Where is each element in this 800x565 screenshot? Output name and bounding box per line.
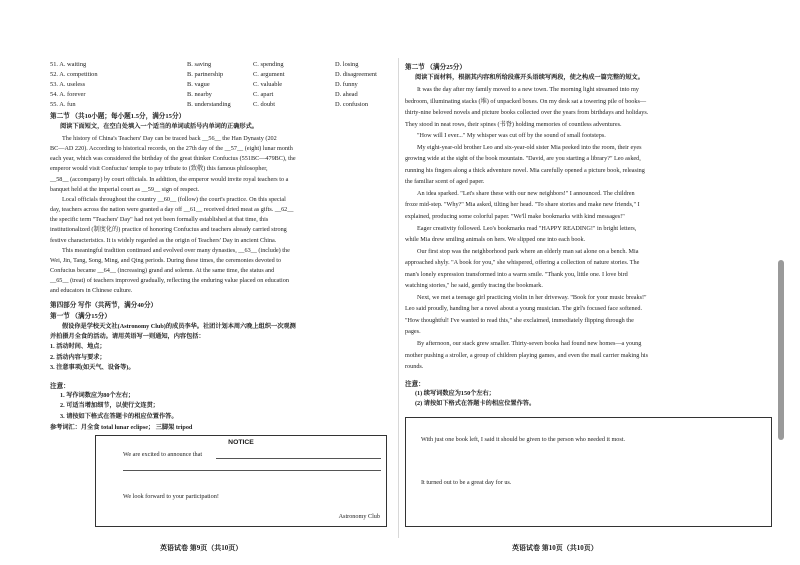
notice-signature: Astronomy Club <box>338 513 380 520</box>
text-line: Eager creativity followed. Leo's bookmarks read "HAPPY READING!" in bright letters, <box>417 224 637 232</box>
text-line: Leo said proudly, handing her a novel about a young musician. The girl's focused face softened. <box>405 305 643 313</box>
option-cell: B. saving <box>187 61 212 68</box>
text-line: 1. 写作词数应为80个左右； <box>60 392 135 399</box>
text-line: (2) 请按如下格式在答题卡的相应位置作答。 <box>415 400 536 408</box>
continuation-header: 第二节 （满分25分） <box>405 64 466 71</box>
section2-header: 第二节 （共10小题；每小题1.5分，满分15分） <box>50 113 186 120</box>
text-line: It was the day after my family moved to a new town. The morning light streamed into my <box>417 86 639 93</box>
right-notes-title: 注意： <box>405 381 425 388</box>
answer-line <box>123 470 381 471</box>
option-row <box>50 71 390 81</box>
text-line: rounds. <box>405 363 424 371</box>
box-opening-line-1: With just one book left, I said it should be given to the person who needed it most. <box>421 436 626 443</box>
text-line: The history of China's Teachers' Day can be traced back __56__ the Han Dynasty (202 <box>62 135 277 142</box>
text-line: explained, producing some colorful paper. "We'll make bookmarks with kind messages!" <box>405 213 625 221</box>
option-cell: D. confusion <box>335 101 369 108</box>
text-line: __65__ (treat) of teachers improved gradually, reflecting the enduring value placed on education <box>50 277 289 285</box>
text-line: the familiar scent of aged paper. <box>405 178 485 186</box>
text-line: Next, we met a teenage girl practicing violin in her driveway. "Book for your music breaks!" <box>417 293 647 301</box>
text-line: 2. 可适当增加细节，以使行文连贯； <box>60 402 159 410</box>
text-line: 3. 注意事项(如天气、设备等)。 <box>50 363 135 371</box>
text-line: Local officials throughout the country __60__ (follow) the court's practice. On this special <box>62 195 286 203</box>
text-line: running his fingers along a thick adventure novel. Mia carefully opened a picture book, releasing <box>405 166 645 174</box>
option-cell: C. valuable <box>253 81 283 88</box>
text-line: banquet held at the imperial court as __59__ sign of respect. <box>50 185 200 193</box>
text-line: 3. 请按如下格式在答题卡的相应位置作答。 <box>60 412 178 420</box>
option-cell: D. disagreement <box>335 71 377 78</box>
text-line: Our first stop was the neighborhood park where an elderly man sat alone on a bench. Mia <box>417 247 639 255</box>
option-row <box>50 91 390 101</box>
text-line: emperor would visit Confucius' temple to pay tribute to (致敬) this famous philosopher, <box>50 165 268 173</box>
text-line: This meaningful tradition continued and evolved over many dynasties, __63__ (include) the <box>62 246 290 254</box>
text-line: froze mid-step. "Why?" Mia asked, tilting her head. "To share stories and make new friends," I <box>405 201 640 209</box>
text-line: Wei, Jin, Tang, Song, Ming, and Qing periods. During these times, the ceremonies devoted to <box>50 256 282 264</box>
notice-closing-line: We look forward to your participation! <box>123 493 219 500</box>
vocabulary-hint: 参考词汇：月全食 total lunar eclipse； 三脚架 tripod <box>50 424 193 431</box>
option-cell: C. argument <box>253 71 285 78</box>
option-cell: B. vague <box>187 81 210 88</box>
option-cell: D. losing <box>335 61 359 68</box>
option-cell: B. partnership <box>187 71 224 78</box>
text-line: "How thoughtful! I've wanted to read this," she exclaimed, immediately flipping through the <box>405 316 634 324</box>
part4-header: 第四部分 写作（共两节，满分40分） <box>50 302 158 309</box>
page-divider <box>398 58 399 538</box>
text-line: 1. 活动时间、地点； <box>50 343 106 351</box>
option-cell: D. ahead <box>335 91 358 98</box>
story-passage <box>405 84 770 373</box>
text-line: An idea sparked. "Let's share these with our new neighbors!" I announced. The children <box>417 189 635 197</box>
option-cell: C. apart <box>253 91 274 98</box>
option-cell: D. funny <box>335 81 358 88</box>
option-cell: C. spending <box>253 61 284 68</box>
notice-title: NOTICE <box>228 439 254 446</box>
notes-title: 注意： <box>50 383 70 390</box>
text-line: while Mia drew smiling animals on hers. We slipped one into each book. <box>405 236 586 244</box>
continuation-notes <box>415 389 535 410</box>
text-line: man's lonely expression transformed into a warm smile. "Thank you, little one. I love bird <box>405 270 628 278</box>
text-line: "How will I ever..." My whisper was cut off by the sound of small footsteps. <box>417 132 606 140</box>
option-cell: 52. A. competition <box>50 71 98 78</box>
text-line: My eight-year-old brother Leo and six-year-old sister Mia peeked into the room, their eyes <box>417 143 642 151</box>
answer-line <box>216 458 381 459</box>
box-opening-line-2: It turned out to be a great day for us. <box>421 479 512 486</box>
grammar-passage <box>50 134 390 297</box>
text-line: 并拍摄月全食的活动。请用英语写一则通知，内容包括： <box>50 333 205 341</box>
text-line: institutionalized (制度化的) practice of honoring Confucius and teachers already carried strong <box>50 226 287 234</box>
notice-answer-box <box>95 435 387 527</box>
text-line: pages. <box>405 328 421 336</box>
right-page <box>400 0 800 565</box>
text-line: day, teachers across the nation were granted a day off __61__ received dried meat as gifts. __62__ <box>50 206 294 214</box>
text-line: thirty-nine beloved novels and picture books collected over the years from birthdays and holidays. <box>405 109 649 117</box>
option-cell: 53. A. useless <box>50 81 86 88</box>
text-line: festive characteristics. It is widely regarded as the origin of Teachers' Day in ancient China. <box>50 236 277 244</box>
section2-instruction: 阅读下面短文，在空白处填入一个适当的单词或括号内单词的正确形式。 <box>60 123 258 130</box>
text-line: approached shyly. "A book for you," she whispered, offering a collection of nature stories. The <box>405 259 640 267</box>
continuation-instruction: 阅读下面材料，根据其内容和所给段落开头语续写两段，使之构成一篇完整的短文。 <box>415 74 644 81</box>
option-cell: 55. A. fun <box>50 101 76 108</box>
option-cell: C. doubt <box>253 101 276 108</box>
option-cell: B. understanding <box>187 101 231 108</box>
writing-task <box>50 322 390 373</box>
page-footer-left: 英语试卷 第9页（共10页） <box>160 544 243 552</box>
text-line: 假设你是学校天文社(Astronomy Club)的成员李华。社团计划本周六晚上组织一次观测 <box>62 323 296 330</box>
option-cell: B. nearby <box>187 91 212 98</box>
notice-opening-line: We are excited to announce that <box>123 451 203 458</box>
text-line: bedroom, illuminating stacks (堆) of unpacked boxes. On my desk sat a towering pile of books— <box>405 97 647 105</box>
option-cell: 51. A. waiting <box>50 61 87 68</box>
text-line: They stood in neat rows, their spines (书脊) holding memories of countless adventures. <box>405 120 622 128</box>
text-line: each year, which was considered the birthday of the great thinker Confucius (551BC—479BC), the <box>50 155 296 163</box>
scrollbar[interactable] <box>778 260 784 440</box>
writing-section1-header: 第一节 （满分15分） <box>50 313 111 320</box>
text-line: watching stories," he said, gently tracing the bookmark. <box>405 282 543 290</box>
text-line: BC—AD 220). According to historical records, on the 27th day of the __57__ (eight) lunar month <box>50 145 293 153</box>
page-footer-right: 英语试卷 第10页（共10页） <box>512 544 598 552</box>
text-line: mother pushing a stroller, a group of children playing games, and even the mail carrier making his <box>405 351 649 359</box>
text-line: 2. 活动内容与要求； <box>50 353 106 361</box>
text-line: Confucius became __64__ (increasing) grand and solemn. At the same time, the status and <box>50 267 275 275</box>
option-cell: 54. A. forever <box>50 91 86 98</box>
option-row <box>50 81 390 91</box>
continuation-answer-box <box>405 417 772 527</box>
text-line: the specific term "Teachers' Day" had not yet been formally established at that time, this <box>50 216 269 224</box>
writing-notes <box>60 391 178 422</box>
text-line: and educators in Chinese culture. <box>50 287 133 295</box>
text-line: growing wide at the sight of the book mountain. "David, are you starting a library?" Leo asked, <box>405 155 641 163</box>
text-line: By afternoon, our stack grew smaller. Thirty-seven books had found new homes—a young <box>417 340 642 348</box>
text-line: (1) 续写词数应为150个左右； <box>415 390 495 397</box>
option-row <box>50 61 390 71</box>
text-line: __58__ (accompany) by court officials. In addition, the emperor would invite royal teachers to a <box>50 175 289 183</box>
